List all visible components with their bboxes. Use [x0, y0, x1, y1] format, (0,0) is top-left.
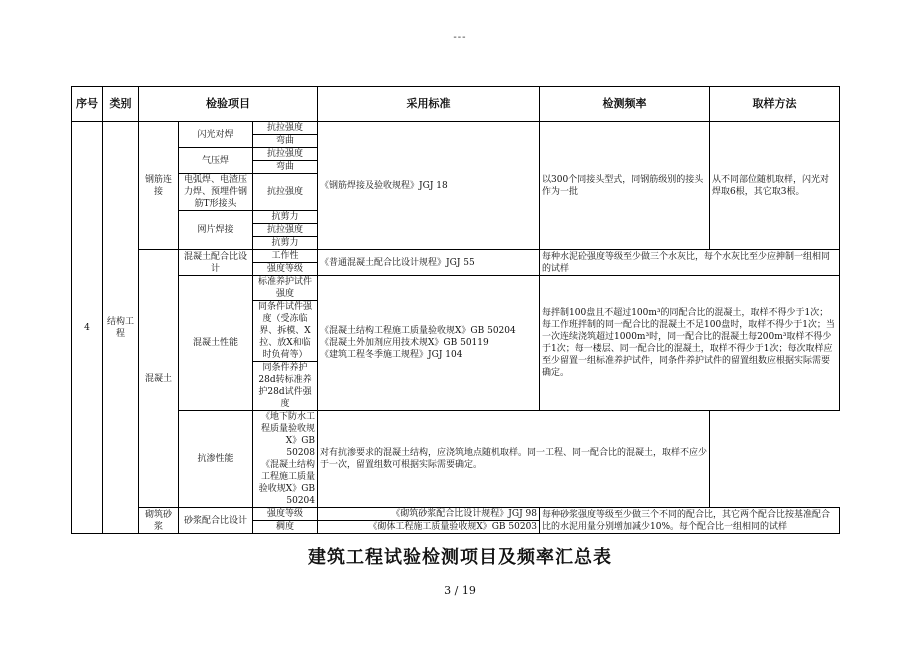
category-cell: 结构工程	[103, 122, 139, 534]
impermeability-cell: 抗渗性能	[179, 411, 253, 508]
mortar-group-cell: 砌筑砂浆	[139, 508, 179, 534]
header-category: 类别	[103, 87, 139, 122]
header-frequency: 检测频率	[540, 87, 710, 122]
inspection-table	[71, 86, 840, 534]
rebar-group-cell: 钢筋连接	[139, 122, 179, 250]
mesh-weld-tensile: 抗拉强度	[253, 224, 318, 237]
arc-weld-cell: 电弧焊、电渣压力焊、预埋件钢筋T形接头	[179, 174, 253, 211]
rebar-sampling-cell: 从不同部位随机取样，闪光对焊取6根，其它取3根。	[710, 122, 840, 250]
header-inspection-item: 检验项目	[139, 87, 318, 122]
header-standard: 采用标准	[318, 87, 540, 122]
imp-standard-2: 《混凝土结构工程施工质量验收规X》GB 50204	[258, 460, 316, 506]
flash-butt-bend: 弯曲	[253, 135, 318, 148]
perf-standard-3: 《建筑工程冬季施工规程》JGJ 104	[320, 350, 463, 360]
flash-butt-cell: 闪光对焊	[179, 122, 253, 148]
mesh-weld-shear-2: 抗剪力	[253, 237, 318, 250]
std-cure-cell: 标准养护试件强度	[253, 276, 318, 301]
concrete-mix-frequency: 每种水泥砼强度等级至少做三个水灰比，每个水灰比至少应抻制一组相同的试样	[540, 250, 840, 276]
same-cond-28-cell: 同条件养护28d转标准养护28d试件强度	[253, 362, 318, 411]
rebar-frequency-cell: 以300个同接头型式，同钢筋级别的接头作为一批	[540, 122, 710, 250]
gas-press-tensile: 抗拉强度	[253, 148, 318, 161]
page-title: 建筑工程试验检测项目及频率汇总表	[308, 547, 612, 568]
concrete-perf-standards	[318, 276, 540, 411]
concrete-mix-standard: 《普通混凝土配合比设计规程》JGJ 55	[318, 250, 540, 276]
imp-standards-cell	[253, 411, 318, 508]
concrete-group-cell: 混凝土	[139, 250, 179, 508]
mortar-standard-2: 《砌体工程施工质量验收规X》GB 50203	[318, 521, 540, 534]
seq-cell: 4	[72, 122, 103, 534]
gas-press-bend: 弯曲	[253, 161, 318, 174]
mortar-consistency: 稠度	[253, 521, 318, 534]
imp-standard-1: 《地下防水工程质量验收规X》GB 50208	[261, 412, 316, 458]
mortar-standard-1: 《砌筑砂浆配合比设计规程》JGJ 98	[318, 508, 540, 521]
mesh-weld-cell: 网片焊接	[179, 211, 253, 250]
mortar-strength: 强度等级	[253, 508, 318, 521]
mortar-mix-cell: 砂浆配合比设计	[179, 508, 253, 534]
mortar-frequency: 每种砂浆强度等级至少做三个不同的配合比，其它两个配合比按基准配合比的水泥用量分别增加减少10%。每个配合比一组相同的试样	[540, 508, 840, 534]
concrete-perf-frequency: 每拌制100盘且不超过100m³的同配合比的混凝土，取样不得少于1次；每工作班拌制的同一配合比的混凝土不足100盘时，取样不得少于1次；当一次连续浇筑超过1000m³时，同一配合比的混凝土每200m³取样不得少于1次；每一楼层、同一配合比的混凝土，取样不得少于1次；每次取样应至少留置一组标准养护试件，同条件养护试件的留置组数应根据实际需要确定。	[540, 276, 840, 411]
same-cond-cell: 同条件试件强度（受冻临界、拆模、X拉、放X和临时负荷等）	[253, 301, 318, 362]
arc-weld-tensile: 抗拉强度	[253, 174, 318, 211]
flash-butt-tensile: 抗拉强度	[253, 122, 318, 135]
mesh-weld-shear-1: 抗剪力	[253, 211, 318, 224]
concrete-mix-strength: 强度等级	[253, 263, 318, 276]
gas-press-cell: 气压焊	[179, 148, 253, 174]
concrete-mix-cell: 混凝土配合比设计	[179, 250, 253, 276]
table-row	[72, 122, 840, 135]
concrete-performance-cell: 混凝土性能	[179, 276, 253, 411]
perf-standard-1: 《混凝土结构工程施工质量验收规X》GB 50204	[320, 326, 516, 336]
header-mark: ---	[453, 32, 467, 43]
imp-frequency-cell: 对有抗渗要求的混凝土结构，应浇筑地点随机取样。同一工程、同一配合比的混凝土，取样不应少于一次，留置组数可根据实际需要确定。	[318, 411, 710, 508]
header-seq: 序号	[72, 87, 103, 122]
header-sampling: 取样方法	[710, 87, 840, 122]
rebar-standard-cell: 《钢筋焊接及验收规程》JGJ 18	[318, 122, 540, 250]
perf-standard-2: 《混凝土外加剂应用技术规X》GB 50119	[320, 338, 489, 348]
page-number: 3 / 19	[444, 584, 476, 597]
table-header-row	[72, 87, 840, 122]
concrete-workability: 工作性	[253, 250, 318, 263]
